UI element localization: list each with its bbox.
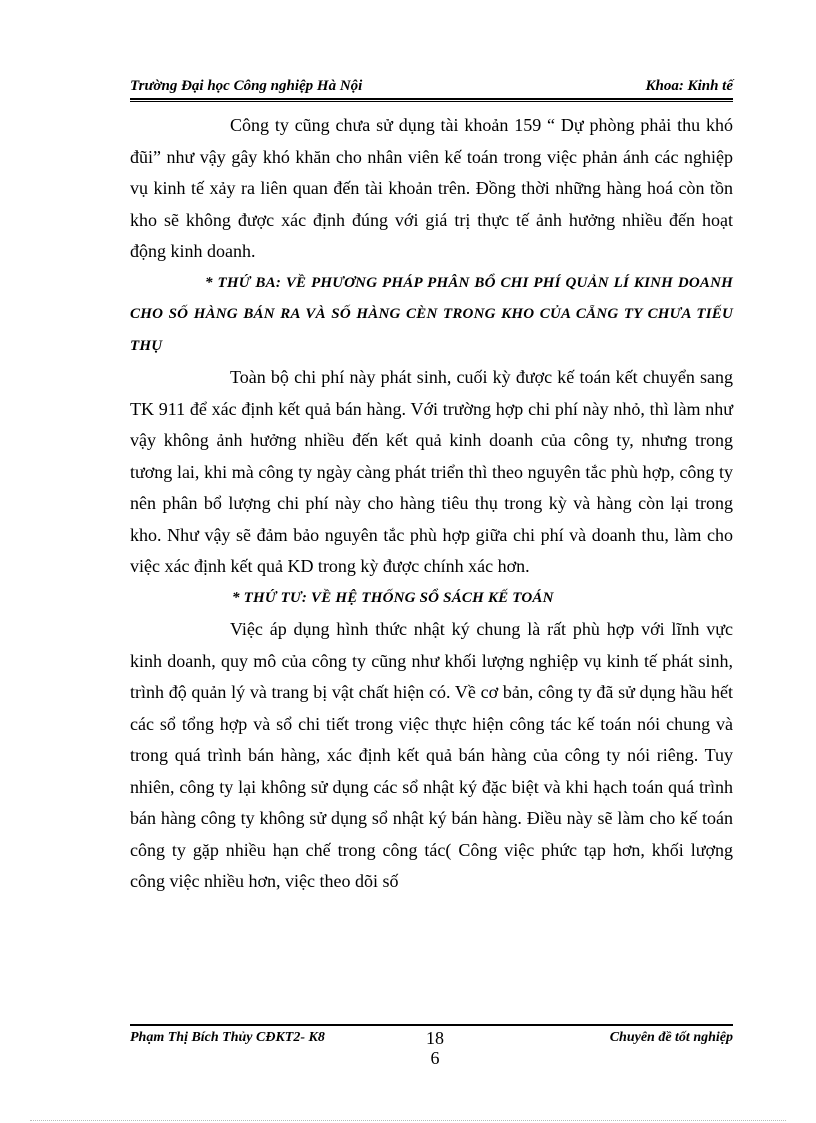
section-heading-3: * THỨ BA: VỀ PHƯƠNG PHÁP PHÂN BỔ CHI PHÍ QUẢN LÍ KINH DOANH CHO SỐ HÀNG BÁN RA VÀ SỐ HÀNG CÈN TRONG KHO CỦA CẴNG TY CHƯA TIẾU THỤ (130, 274, 733, 354)
page-number-line-1: 18 (426, 1028, 444, 1048)
page-footer (130, 1028, 733, 1076)
paragraph-3: Việc áp dụng hình thức nhật ký chung là rất phù hợp với lĩnh vực kinh doanh, quy mô của công ty cũng như khối lượng nghiệp vụ kinh tế phát sinh, trình độ quản lý và trang bị vật chất hiện có. Về cơ bản, công ty đã sử dụng hầu hết các sổ tổng hợp và sổ chi tiết trong việc thực hiện công tác kế toán nói chung và trong quá trình bán hàng, xác định kết quả bán hàng của công ty nói riêng. Tuy nhiên, công ty lại không sử dụng các sổ nhật ký đặc biệt và khi hạch toán quá trình bán hàng công ty không sử dụng sổ nhật ký bán hàng. Điều này sẽ làm cho kế toán công ty gặp nhiều hạn chế trong công tác( Công việc phức tạp hơn, khối lượng công việc nhiều hơn, việc theo dõi số (130, 619, 733, 891)
footer-rule (130, 1024, 733, 1026)
page-number-line-2: 6 (430, 1048, 440, 1068)
page-bottom-edge (30, 1120, 786, 1121)
footer-title: Chuyên đề tốt nghiệp (609, 1030, 733, 1045)
page-header (130, 74, 733, 98)
paragraph-1: Công ty cũng chưa sử dụng tài khoản 159 “ Dự phòng phải thu khó đũi” như vậy gây khó khăn cho nhân viên kế toán trong việc phản ánh các nghiệp vụ kinh tế xảy ra liên quan đến tài khoản trên. Đồng thời những hàng hoá còn tồn kho sẽ không được xác định đúng với giá trị thực tế ảnh hưởng nhiều đến hoạt động kinh doanh. (130, 115, 733, 261)
header-rule (130, 98, 733, 100)
paragraph-2: Toàn bộ chi phí này phát sinh, cuối kỳ được kế toán kết chuyển sang TK 911 để xác định kết quả bán hàng. Với trường hợp chi phí này nhỏ, thì làm như vậy không ảnh hưởng nhiều đến kết quả kinh doanh của công ty, nhưng trong tương lai, khi mà công ty ngày càng phát triển thì theo nguyên tắc phù hợp, công ty nên phân bổ lượng chi phí này cho hàng tiêu thụ trong kỳ và hàng còn lại trong kho. Như vậy sẽ đảm bảo nguyên tắc phù hợp giữa chi phí và doanh thu, làm cho việc xác định kết quả KD trong kỳ được chính xác hơn. (130, 367, 733, 576)
header-school: Trường Đại học Công nghiệp Hà Nội (130, 78, 363, 94)
header-rule-thin (130, 101, 733, 102)
document-body (130, 110, 733, 898)
section-heading-4: * THỨ TƯ: VỀ HỆ THỐNG SỔ SÁCH KẾ TOÁN (232, 589, 554, 606)
page-number (425, 1028, 445, 1068)
footer-author: Phạm Thị Bích Thủy CĐKT2- K8 (130, 1030, 325, 1045)
header-faculty: Khoa: Kinh tế (645, 78, 733, 94)
